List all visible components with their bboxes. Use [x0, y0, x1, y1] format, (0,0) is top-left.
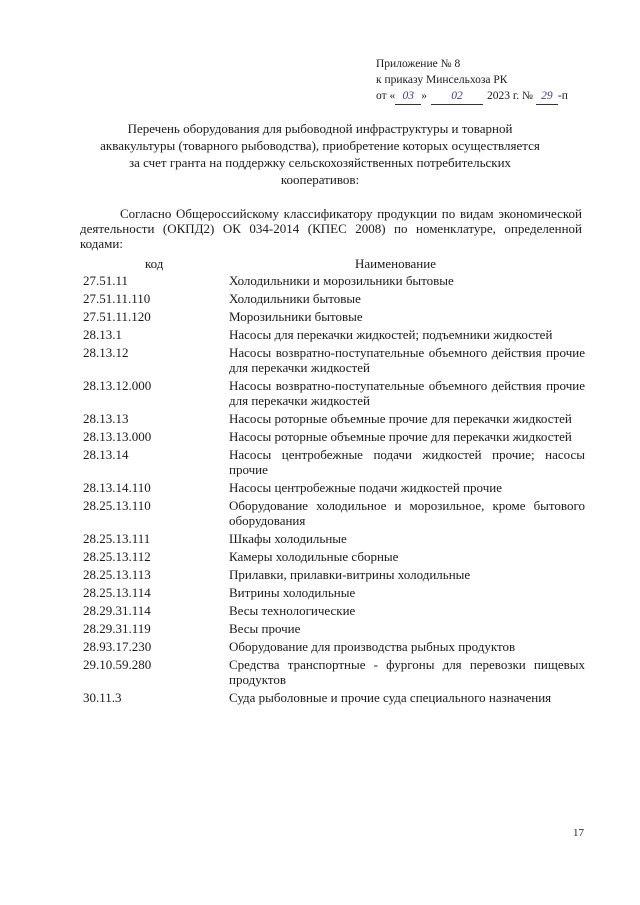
table-row — [0, 345, 640, 375]
date-prefix: от « — [376, 90, 396, 102]
row-code: 28.13.13.000 — [83, 429, 152, 444]
appendix-header — [376, 56, 568, 105]
date-mid: » — [421, 90, 427, 102]
row-code: 28.29.31.119 — [83, 621, 151, 636]
row-name: Суда рыболовные и прочие суда специального назначения — [229, 690, 552, 705]
date-year: 2023 г. № — [487, 90, 534, 102]
row-name: Витрины холодильные — [229, 585, 356, 600]
equipment-table — [0, 273, 640, 708]
table-row — [0, 657, 640, 687]
table-row — [0, 639, 640, 654]
table-row — [0, 309, 640, 324]
table-row — [0, 549, 640, 564]
row-code: 28.13.14.110 — [83, 480, 151, 495]
row-name: Холодильники бытовые — [229, 291, 361, 306]
row-name: Морозильники бытовые — [229, 309, 363, 324]
page-number: 17 — [573, 827, 584, 839]
row-code: 28.13.14 — [83, 447, 129, 462]
row-name: Насосы центробежные подачи жидкостей прочие — [229, 480, 502, 495]
row-code: 27.51.11.110 — [83, 291, 151, 306]
table-row — [0, 585, 640, 600]
row-code: 29.10.59.280 — [83, 657, 152, 672]
row-name: Насосы возвратно-поступательные объемного действия прочие для перекачки жидкостей — [229, 345, 585, 375]
column-header-name: Наименование — [355, 256, 436, 271]
row-code: 28.25.13.113 — [83, 567, 151, 582]
row-name: Весы прочие — [229, 621, 301, 636]
table-row — [0, 621, 640, 636]
table-row — [0, 378, 640, 408]
column-header-code: код — [145, 256, 164, 271]
row-code: 28.93.17.230 — [83, 639, 152, 654]
appendix-title: Приложение № 8 — [376, 58, 461, 70]
row-code: 28.13.12.000 — [83, 378, 152, 393]
row-code: 28.25.13.114 — [83, 585, 151, 600]
appendix-order-ref: к приказу Минсельхоза РК — [376, 74, 508, 86]
row-name: Насосы центробежные подачи жидкостей прочие; насосы прочие — [229, 447, 585, 477]
handwritten-day: 03 — [395, 88, 421, 105]
table-row — [0, 411, 640, 426]
row-code: 27.51.11.120 — [83, 309, 151, 324]
row-name: Оборудование для производства рыбных продуктов — [229, 639, 516, 654]
table-row — [0, 690, 640, 705]
row-code: 30.11.3 — [83, 690, 122, 705]
table-row — [0, 429, 640, 444]
appendix-date-line — [376, 88, 568, 105]
order-suffix: -п — [557, 90, 568, 102]
table-row — [0, 603, 640, 618]
row-name: Насосы возвратно-поступательные объемного действия прочие для перекачки жидкостей — [229, 378, 585, 408]
row-name: Насосы роторные объемные прочие для перекачки жидкостей — [229, 411, 572, 426]
table-row — [0, 480, 640, 495]
row-name: Холодильники и морозильники бытовые — [229, 273, 454, 288]
table-row — [0, 273, 640, 288]
handwritten-order-number: 29 — [536, 88, 558, 105]
row-name: Весы технологические — [229, 603, 356, 618]
row-name: Средства транспортные - фургоны для перевозки пищевых продуктов — [229, 657, 585, 687]
row-code: 28.13.12 — [83, 345, 129, 360]
table-row — [0, 531, 640, 546]
row-name: Камеры холодильные сборные — [229, 549, 399, 564]
row-code: 28.25.13.112 — [83, 549, 151, 564]
table-row — [0, 498, 640, 528]
handwritten-month: 02 — [431, 88, 483, 105]
row-code: 28.29.31.114 — [83, 603, 151, 618]
table-row — [0, 567, 640, 582]
row-name: Оборудование холодильное и морозильное, кроме бытового оборудования — [229, 498, 585, 528]
table-row — [0, 291, 640, 306]
intro-paragraph: Согласно Общероссийскому классификатору продукции по видам экономической деятельности (ОКПД2) ОК 034-2014 (КПЕС 2008) по номенклатуре, определенной кодами: — [80, 206, 582, 251]
row-code: 28.25.13.111 — [83, 531, 151, 546]
table-row — [0, 447, 640, 477]
document-title: Перечень оборудования для рыбоводной инфраструктуры и товарной аквакультуры (товарного рыбоводства), приобретение которых осуществляется за счет гранта на поддержку сельскохозяйственных потребительских кооперативов: — [100, 121, 540, 187]
row-name: Шкафы холодильные — [229, 531, 347, 546]
row-code: 27.51.11 — [83, 273, 129, 288]
row-name: Насосы для перекачки жидкостей; подъемники жидкостей — [229, 327, 553, 342]
table-row — [0, 327, 640, 342]
row-code: 28.13.13 — [83, 411, 129, 426]
row-name: Насосы роторные объемные прочие для перекачки жидкостей — [229, 429, 572, 444]
row-code: 28.25.13.110 — [83, 498, 151, 513]
row-code: 28.13.1 — [83, 327, 122, 342]
row-name: Прилавки, прилавки-витрины холодильные — [229, 567, 471, 582]
